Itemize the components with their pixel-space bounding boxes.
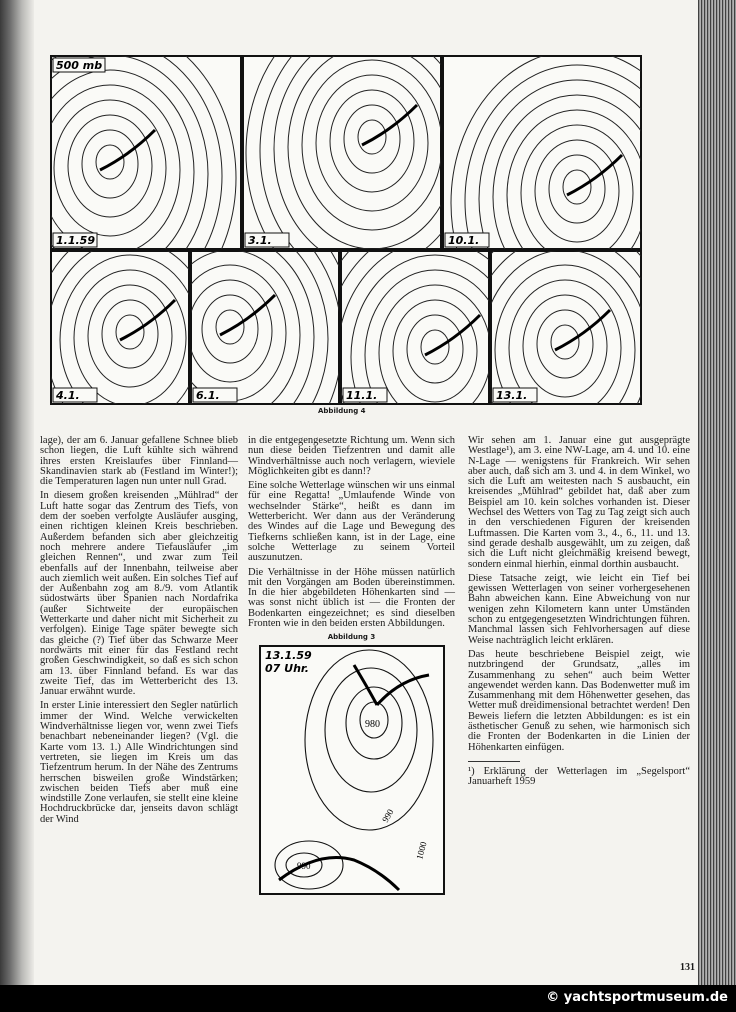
footnote-rule	[468, 761, 520, 762]
footnote: ¹) Erklärung der Wetterlagen im „Segelsport“ Januarheft 1959	[468, 765, 690, 788]
map-time: 07 Uhr.	[264, 662, 309, 676]
map-date-label: 1.1.59	[56, 234, 95, 247]
paragraph: Die Verhältnisse in der Höhe müssen natürlich mit den Vorgängen am Boden übereinstimmen. In die hier abgebildeten Höhenkarten sind — was sonst nicht üblich ist — die Fronten der Bodenkarten eingezeichnet; es sind dieselben Fronten wie in den beiden ersten Abbildungen.	[248, 566, 455, 630]
paragraph: in die entgegengesetzte Richtung um. Wenn sich nun diese beiden Tiefzentren und damit alle Windverhältnisse auch noch verlagern, wieviele Möglichkeiten gibt es dann!?	[248, 435, 455, 477]
paragraph: Das heute beschriebene Beispiel zeigt, wie nutzbringend der Grundsatz, „alles im Zusammenhang zu sehen“ auch beim Wetter angewendet werden kann. Das Bodenwetter muß im Zusammenhang mit dem Höhenwetter gesehen, das Wetter muß dreidimensional betrachtet werden! Den Beweis liefern die letzten Abbildungen: es ist ein ästhetischer Genuß zu sehen, wie harmonisch sich die Fronten der Bodenkarten in die Linien der Höhenkarten einfügen.	[468, 648, 690, 753]
figure-4-caption: Abbildung 4	[318, 407, 366, 415]
paragraph: Wir sehen am 1. Januar eine gut ausgeprägte Westlage¹), am 3. eine NW-Lage, am 4. und 10. eine N-Lage — wenigstens für Frankreich. Wir sehen aber auch, daß sich am 3. und 4. in dem Winkel, wo sich die Luft am weitesten nach S ausbaucht, ein kreisendes „Mühlrad“ gebildet hat, daß aber zum Beispiel am 10. kein solches vorhanden ist. Dieser Wechsel des Wetters von Tag zu Tag zeigt sich auch in den verschiedenen Figuren der kreisenden Luftmassen. Die Karten vom 3., 4., 6., 11. und 13. sind gerade deshalb ausgewählt, um zu zeigen, daß sich die Luft nicht gleichmäßig kreisend bewegt, sondern einmal hierhin, einmal dorthin ausbaucht.	[468, 435, 690, 570]
map-date-label: 10.1.	[448, 234, 480, 247]
paragraph: In diesem großen kreisenden „Mühlrad“ der Luft hatte sogar das Zentrum des Tiefs, von dem der soeben verfolgte Ausläufer ausging, einen richtigen kleinen Kreis beschrieben. Außerdem befanden sich aber gleichzeitig noch mehrere andere Tiefausläufer „im gleichen Rennen“, und zwar zum Teil ebenfalls auf der Innenbahn, teilweise aber auch ziemlich weit außen. Ein solches Tief auf der Außenbahn zog am 8./9. vom Atlantik südostwärts über Spanien nach Nordafrika (außer Sichtweite der europäischen Wetterkarte und daher nicht mit Sicherheit zu verfolgen). Einige Tage später bewegte sich das gleiche (?) Tief über das Schwarze Meer nordwärts mit einer für das Festland recht großen Geschwindigkeit, so daß es sich schon am 13. über Finnland befand. Es war das zweite Tief, das im Wetterbericht des 13. Januar erwähnt wurde.	[40, 490, 238, 698]
map-date: 13.1.59	[264, 649, 312, 663]
paragraph: In erster Linie interessiert den Segler natürlich immer der Wind. Welche verwickelten Windverhältnisse liegen vor, wenn zwei Tiefs benachbart nebeneinander liegen? (Vgl. die Karte vom 13. 1.) Alle Windrichtungen sind vertreten, sie liegen im Kreis um das Tiefzentrum herum. In der Nähe des Zentrums herrschen bisweilen große Windstärken; zwischen beiden Tiefs aber muß eine windstille Zone verlaufen, sie stellt eine kleine Hochdruckbrücke dar, jenseits davon schlägt der Wind	[40, 700, 238, 825]
map-date-label: 11.1.	[346, 389, 378, 402]
isobar-label: 1000	[413, 840, 429, 861]
map-frame	[191, 251, 339, 404]
text-column-middle	[248, 436, 455, 895]
book-binding-shadow	[0, 0, 34, 985]
map-date-label: 13.1.	[496, 389, 528, 402]
isobar-label: 990	[379, 807, 395, 825]
text-column-left	[40, 436, 238, 829]
isobar-label: 990	[296, 861, 310, 872]
map-date-label: 6.1.	[196, 389, 220, 402]
paragraph: lage), der am 6. Januar gefallene Schnee blieb schon liegen, die Luft kühlte sich während ihres ersten Kreislaufes über Finnland—Skandinavien stark ab (Festland im Winter!); die Temperaturen lagen nun unter null Grad.	[40, 435, 238, 488]
watermark-bar	[0, 985, 736, 1012]
paragraph: Eine solche Wetterlage wünschen wir uns einmal für eine Regatta! „Umlaufende Winde von wechselnder Stärke“, heißt es dann im Wetterbericht. Wer dann aus der Veränderung des Windes auf die Lage und Bewegung des Tiefkerns schließen kann, ist in der Lage, eine solche Wetterlage zu seinem Vorteil auszunutzen.	[248, 480, 455, 564]
figure-3-caption: Abbildung 3	[327, 633, 376, 642]
map-frame	[51, 251, 189, 404]
isobar-label: 980	[364, 719, 380, 731]
map-date-label: 3.1.	[248, 234, 272, 247]
page-stack-edge	[698, 0, 736, 985]
text-column-right	[468, 436, 690, 788]
watermark-text: © yachtsportmuseum.de	[546, 990, 728, 1005]
paragraph: Diese Tatsache zeigt, wie leicht ein Tief bei gewissen Wetterlagen von seiner vorhergesehenen Bahn abweichen kann. Eine Abweichung von nur wenigen zehn Kilometern kann unter Umständen schon zu entgegengesetzten Windrichtungen führen. Manchmal lassen sich Fehlvorhersagen auf diese Weise nachträglich leicht erklären.	[468, 572, 690, 646]
page-number: 131	[680, 962, 695, 973]
map-date-label: 4.1.	[56, 389, 80, 402]
pressure-level-label: 500 mb	[56, 59, 103, 72]
figure-3-surface-map	[259, 645, 445, 895]
figure-4-weather-maps	[50, 55, 642, 405]
